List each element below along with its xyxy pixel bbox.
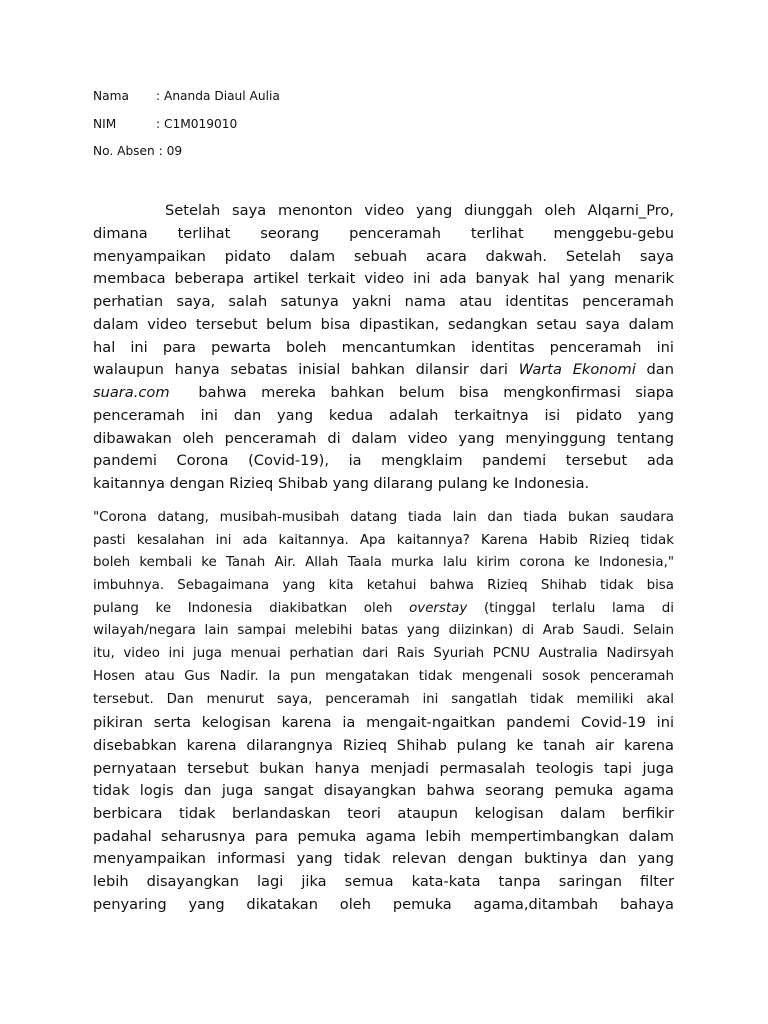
paragraph-line: pandemi Corona (Covid-19), ia mengklaim pandemi tersebut ada xyxy=(93,452,674,470)
quote-line: pasti kesalahan ini ada kaitannya. Apa kaitannya? Karena Habib Rizieq tidak xyxy=(93,532,674,548)
absen-value: : 09 xyxy=(154,144,183,158)
paragraph-line: pikiran serta kelogisan karena ia mengait-ngaitkan pandemi Covid-19 ini xyxy=(93,714,674,732)
name-row xyxy=(93,88,280,104)
paragraph-line: Setelah saya menonton video yang diunggah oleh Alqarni_Pro, xyxy=(165,202,674,219)
nim-value: : C1M019010 xyxy=(156,117,238,131)
paragraph-line: perhatian saya, salah satunya yakni nama atau identitas penceramah xyxy=(93,293,674,310)
paragraph-line: dimana terlihat seorang penceramah terlihat menggebu-gebu xyxy=(93,224,674,242)
paragraph-text: (tinggal terlalu lama di xyxy=(483,600,674,616)
name-value: : Ananda Diaul Aulia xyxy=(156,89,280,103)
paragraph-1 xyxy=(93,202,674,498)
paragraph-line: menyampaikan pidato dalam sebuah acara dakwah. Setelah saya xyxy=(93,247,674,265)
paragraph-text: walaupun hanya sebatas inisial bahkan dilansir dari xyxy=(93,361,508,379)
paragraph-line: itu, video ini juga menuai perhatian dari Rais Syuriah PCNU Australia Nadirsyah xyxy=(93,646,674,662)
source-warta-ekonomi: Warta Ekonomi xyxy=(518,361,636,379)
paragraph-line: hal ini para pewarta boleh mencantumkan identitas penceramah ini xyxy=(93,338,674,356)
paragraph-line: imbuhnya. Sebagaimana yang kita ketahui bahwa Rizieq Shihab tidak bisa xyxy=(93,578,674,594)
paragraph-line-source xyxy=(93,361,674,384)
paragraph-line: padahal seharusnya para pemuka agama lebih mempertimbangkan dalam xyxy=(93,827,674,845)
paragraph-line: Hosen atau Gus Nadir. Ia pun mengatakan tidak mengenali sosok penceramah xyxy=(93,668,674,684)
term-overstay: overstay xyxy=(409,600,468,616)
paragraph-line: penyaring yang dikatakan oleh pemuka agama,ditambah bahaya xyxy=(93,895,674,913)
quote-line: "Corona datang, musibah-musibah datang tiada lain dan tiada bukan saudara xyxy=(93,510,674,525)
paragraph-line: dibawakan oleh penceramah di dalam video yang menyinggung tentang xyxy=(93,429,674,447)
paragraph-line: pernyataan tersebut bukan hanya menjadi permasalah teologis tapi juga xyxy=(93,759,674,777)
nim-row xyxy=(93,116,237,132)
paragraph-line-source xyxy=(93,384,674,407)
paragraph-text: pulang ke Indonesia diakibatkan oleh xyxy=(93,600,393,616)
absen-label: No. Absen xyxy=(93,144,155,158)
connector-dan: dan xyxy=(646,361,675,379)
paragraph-line: lebih disayangkan lagi jika semua kata-kata tanpa saringan filter xyxy=(93,873,674,890)
paragraph-line: disebabkan karena dilarangnya Rizieq Shihab pulang ke tanah air karena xyxy=(93,736,674,754)
source-suara-com: suara.com xyxy=(93,384,170,401)
paragraph-line-overstay xyxy=(93,601,674,624)
absen-row xyxy=(93,143,182,159)
nim-label: NIM xyxy=(93,117,117,131)
quote-line: boleh kembali ke Tanah Air. Allah Taala murka lalu kirim corona ke Indonesia," xyxy=(93,555,674,571)
name-label: Nama xyxy=(93,89,129,103)
paragraph-line: kaitannya dengan Rizieq Shibab yang dilarang pulang ke Indonesia. xyxy=(93,475,590,492)
paragraph-text: bahwa mereka bahkan belum bisa mengkonfirmasi siapa xyxy=(198,384,674,401)
paragraph-line: membaca beberapa artikel terkait video ini ada banyak hal yang menarik xyxy=(93,270,674,288)
paragraph-line: tidak logis dan juga sangat disayangkan bahwa seorang pemuka agama xyxy=(93,782,674,800)
paragraph-2 xyxy=(93,510,674,918)
paragraph-line: berbicara tidak berlandaskan teori ataupun kelogisan dalam berfikir xyxy=(93,804,674,822)
paragraph-line: menyampaikan informasi yang tidak relevan dengan buktinya dan yang xyxy=(93,850,674,868)
paragraph-line: penceramah ini dan yang kedua adalah terkaitnya isi pidato yang xyxy=(93,406,674,424)
paragraph-line: dalam video tersebut belum bisa dipastikan, sedangkan setau saya dalam xyxy=(93,315,674,333)
paragraph-line: tersebut. Dan menurut saya, penceramah ini sangatlah tidak memiliki akal xyxy=(93,691,674,707)
paragraph-line: wilayah/negara lain sampai melebihi batas yang diizinkan) di Arab Saudi. Selain xyxy=(93,623,674,639)
